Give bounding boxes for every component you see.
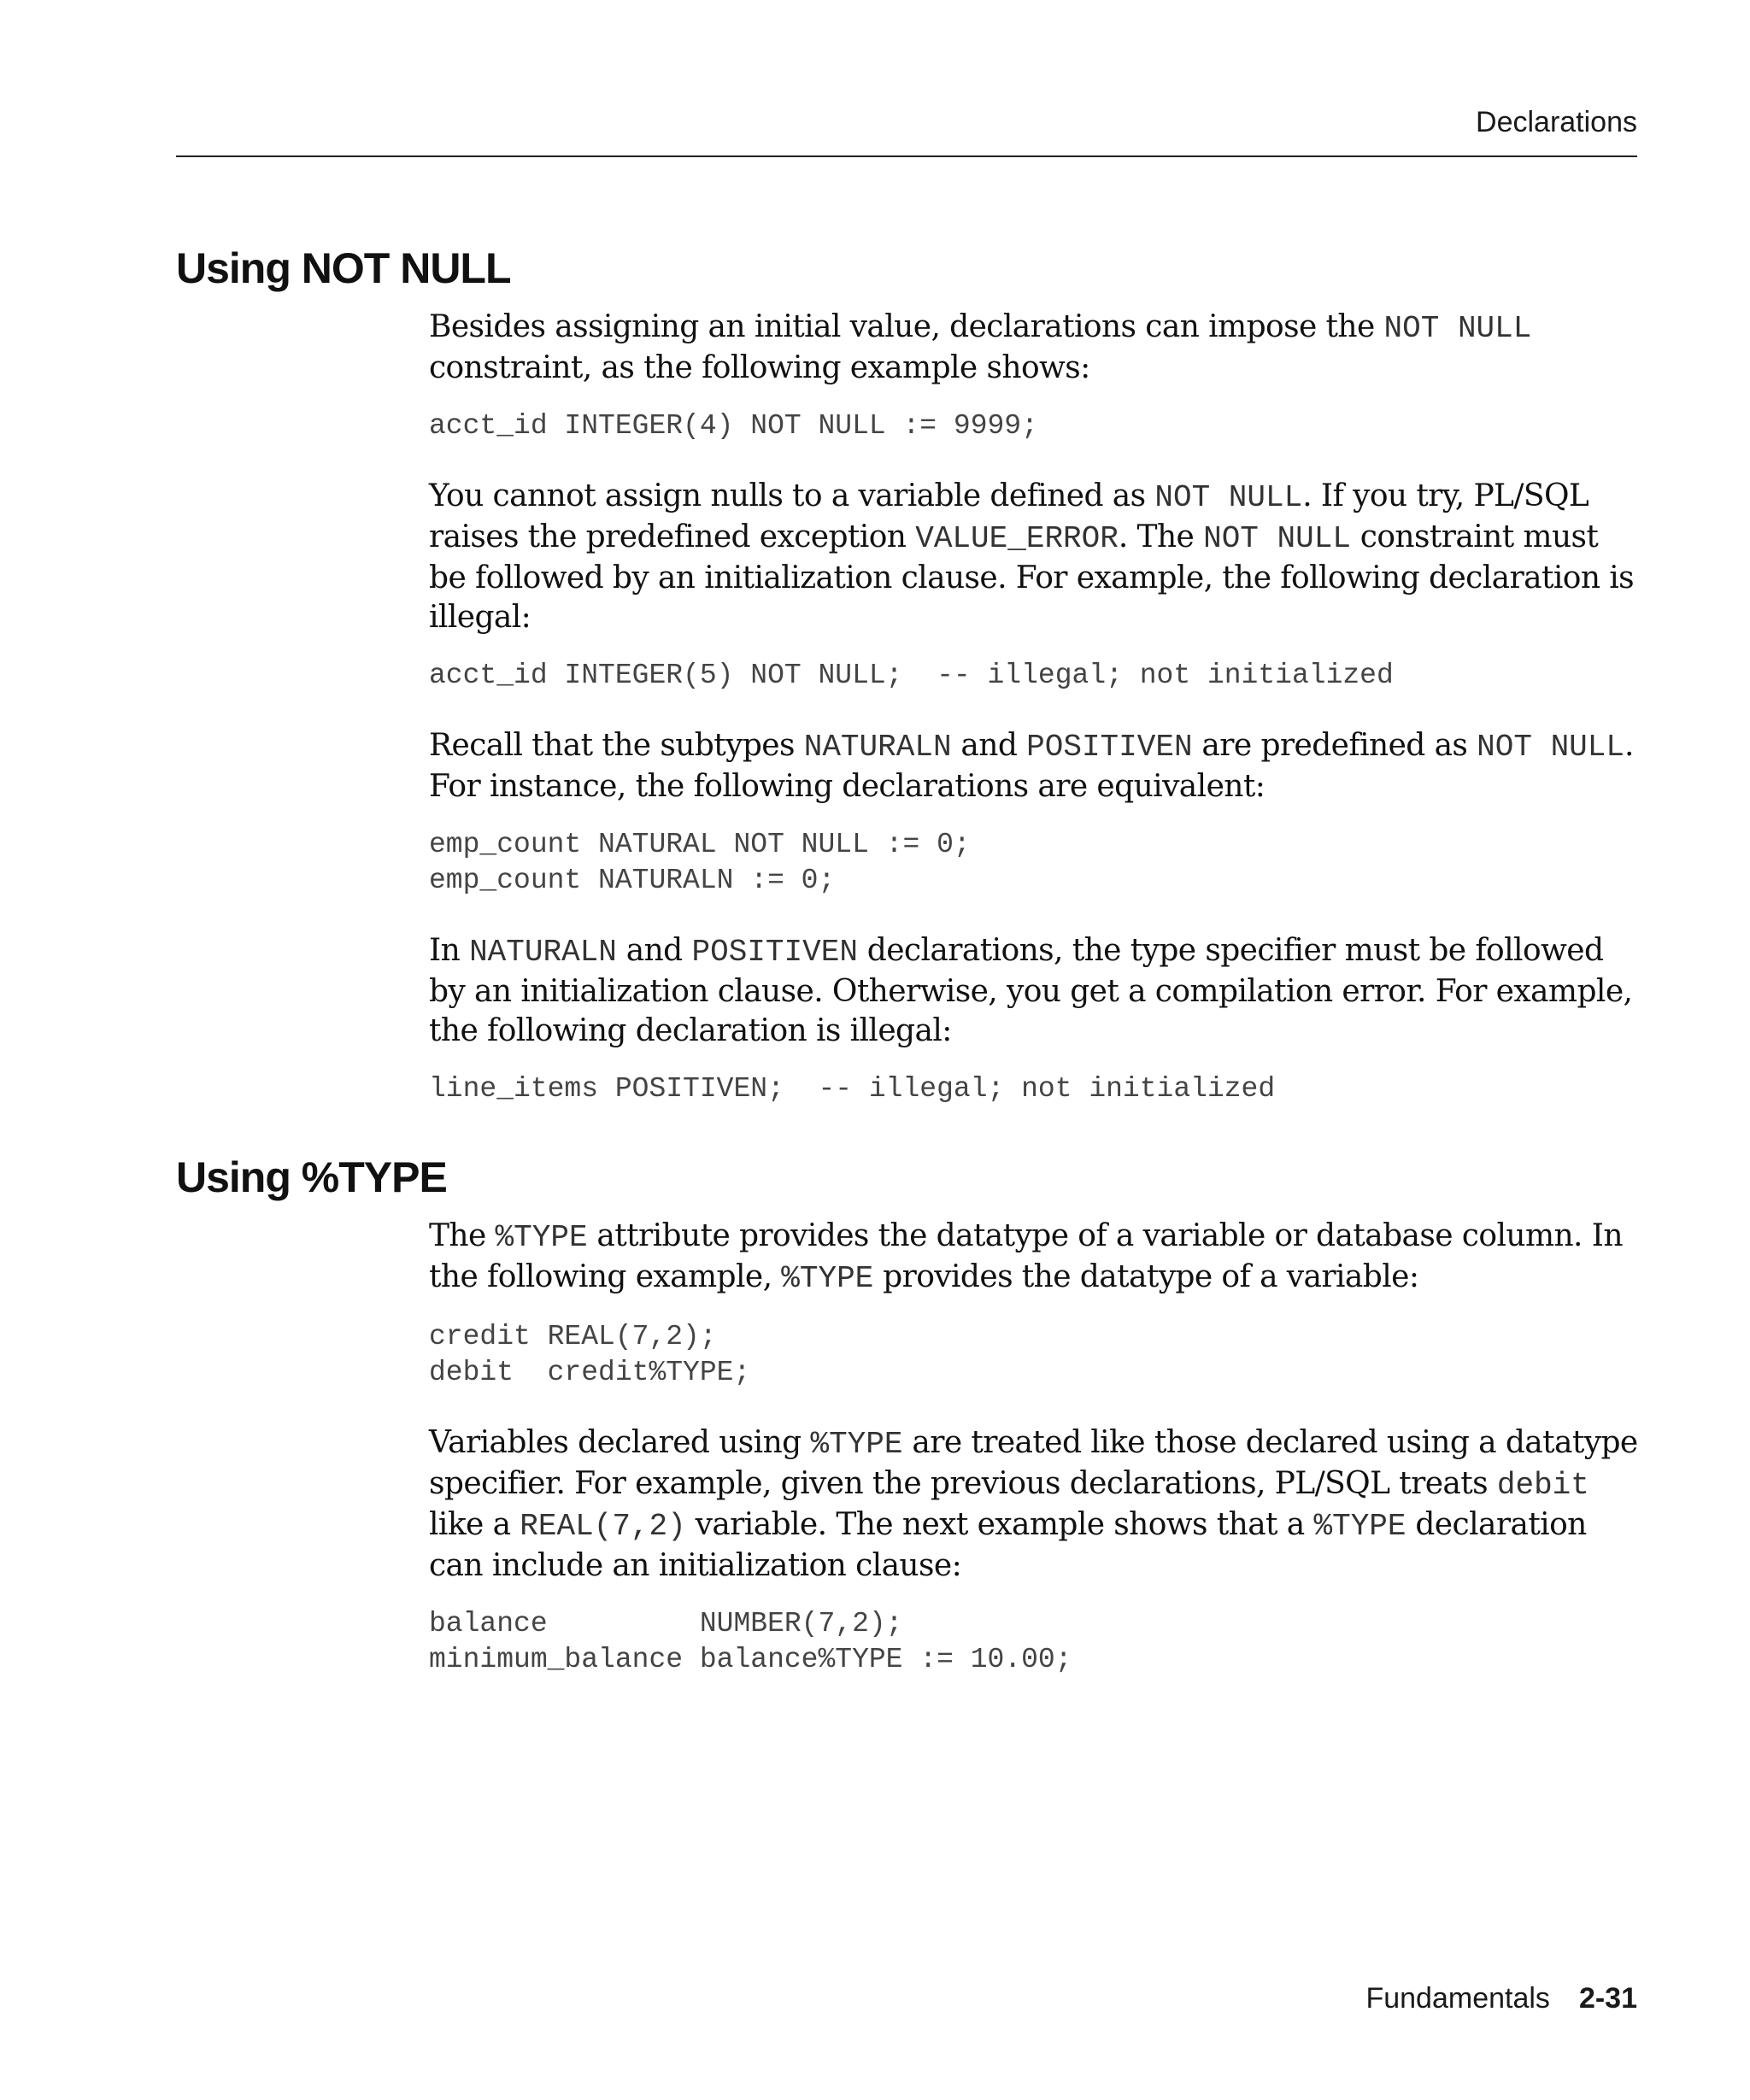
paragraph: Besides assigning an initial value, declarations can impose the NOT NULL constraint, as the following example shows: bbox=[429, 309, 1532, 385]
code-block: line_items POSITIVEN; -- illegal; not initialized bbox=[429, 1073, 1276, 1105]
code-block: acct_id INTEGER(5) NOT NULL; -- illegal; not initialized bbox=[429, 660, 1394, 691]
section-title-not-null: Using NOT NULL bbox=[176, 244, 511, 292]
page-footer bbox=[1365, 1982, 1637, 2015]
header-rule bbox=[176, 155, 1637, 157]
paragraph: You cannot assign nulls to a variable defined as NOT NULL. If you try, PL/SQL raises the predefined exception VALUE_ERROR. The NOT NULL constraint must be followed by an initialization clause. For example, the following declaration is illegal: bbox=[429, 478, 1635, 635]
code-block: emp_count NATURAL NOT NULL := 0; emp_count NATURALN := 0; bbox=[429, 829, 971, 896]
section-body-type bbox=[429, 1217, 1642, 1678]
paragraph: The %TYPE attribute provides the datatype of a variable or database column. In the following example, %TYPE provides the datatype of a variable: bbox=[429, 1218, 1623, 1296]
code-block: balance NUMBER(7,2); minimum_balance balance%TYPE := 10.00; bbox=[429, 1608, 1072, 1675]
section-body-not-null bbox=[429, 308, 1642, 1107]
chapter-name: Fundamentals bbox=[1365, 1982, 1550, 2015]
paragraph: Variables declared using %TYPE are treated like those declared using a datatype specifier. For example, given the previous declarations, PL/SQL treats debit like a REAL(7,2) variable. The next example shows that a %TYPE declaration can include an initialization clause: bbox=[429, 1425, 1638, 1583]
section-title-type: Using %TYPE bbox=[176, 1153, 447, 1201]
code-block: acct_id INTEGER(4) NOT NULL := 9999; bbox=[429, 410, 1038, 442]
paragraph: In NATURALN and POSITIVEN declarations, the type specifier must be followed by an initialization clause. Otherwise, you get a compilation error. For example, the following declaration is illegal: bbox=[429, 933, 1633, 1048]
page-number: 2-31 bbox=[1578, 1982, 1637, 2015]
running-head: Declarations bbox=[1476, 106, 1637, 138]
paragraph: Recall that the subtypes NATURALN and POSITIVEN are predefined as NOT NULL. For instance, the following declarations are equivalent: bbox=[429, 728, 1634, 804]
code-block: credit REAL(7,2); debit credit%TYPE; bbox=[429, 1321, 751, 1388]
